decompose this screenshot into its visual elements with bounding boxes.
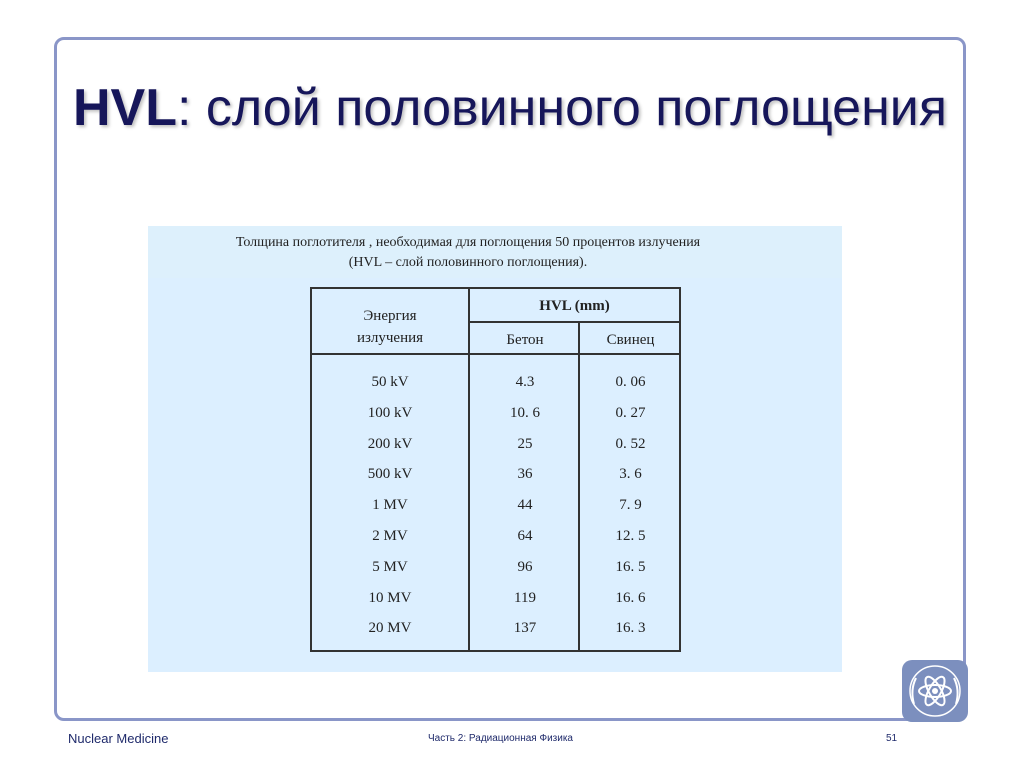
table-cell-energy: 5 MV <box>372 558 408 575</box>
subheader-divider <box>470 321 679 323</box>
header-hvl: HVL (mm) <box>539 298 610 314</box>
table-cell-lead: 0. 06 <box>615 374 646 390</box>
table-cell-concrete: 25 <box>517 435 533 452</box>
table-cell-energy: 50 kV <box>371 374 409 390</box>
title-text: : слой половинного поглощения <box>176 79 948 137</box>
table-cell-energy: 2 MV <box>372 528 408 544</box>
header-energy <box>312 305 468 349</box>
table-cell-lead: 7. 9 <box>619 497 642 514</box>
table-cell-lead: 3. 6 <box>619 466 642 483</box>
header-concrete: Бетон <box>506 332 544 348</box>
table-cell-energy: 100 kV <box>367 404 413 421</box>
footer-section: Часть 2: Радиационная Физика <box>428 733 573 744</box>
table-cell-lead: 16. 6 <box>615 589 646 606</box>
footer-course-title: Nuclear Medicine <box>68 731 169 746</box>
table-cell-concrete: 119 <box>514 589 536 606</box>
table-cell-lead: 16. 5 <box>615 558 646 575</box>
table-cell-lead: 0. 27 <box>615 404 646 421</box>
header-divider <box>312 353 679 355</box>
title-abbreviation: HVL <box>72 79 177 137</box>
table-cell-concrete: 4.3 <box>515 374 535 390</box>
table-cell-concrete: 44 <box>517 497 533 514</box>
table-cell-lead: 12. 5 <box>615 528 646 544</box>
hvl-table <box>310 287 681 652</box>
table-cell-concrete: 10. 6 <box>510 404 540 421</box>
table-cell-concrete: 96 <box>517 558 533 575</box>
header-lead: Свинец <box>606 332 655 348</box>
table-cell-energy: 1 MV <box>372 497 408 514</box>
table-cell-concrete: 64 <box>517 528 533 544</box>
caption-line-1: Толщина поглотителя , необходимая для поглощения 50 процентов излучения <box>235 235 701 250</box>
table-cell-concrete: 36 <box>517 466 533 483</box>
footer-page-number: 51 <box>886 733 898 744</box>
table-cell-energy: 20 MV <box>368 620 412 637</box>
table-cell-concrete: 137 <box>513 620 537 637</box>
table-caption <box>148 233 788 273</box>
table-cell-energy: 500 kV <box>367 466 413 483</box>
table-cell-energy: 200 kV <box>367 435 413 452</box>
header-energy-line-2: излучения <box>356 330 424 346</box>
iaea-atom-emblem-icon <box>902 660 968 722</box>
slide-title <box>54 70 966 146</box>
header-energy-line-1: Энергия <box>363 308 417 324</box>
table-cell-energy: 10 MV <box>368 589 412 606</box>
table-cell-lead: 0. 52 <box>615 435 646 452</box>
table-cell-lead: 16. 3 <box>615 620 646 637</box>
caption-line-2: (HVL – слой половинного поглощения). <box>348 255 588 270</box>
